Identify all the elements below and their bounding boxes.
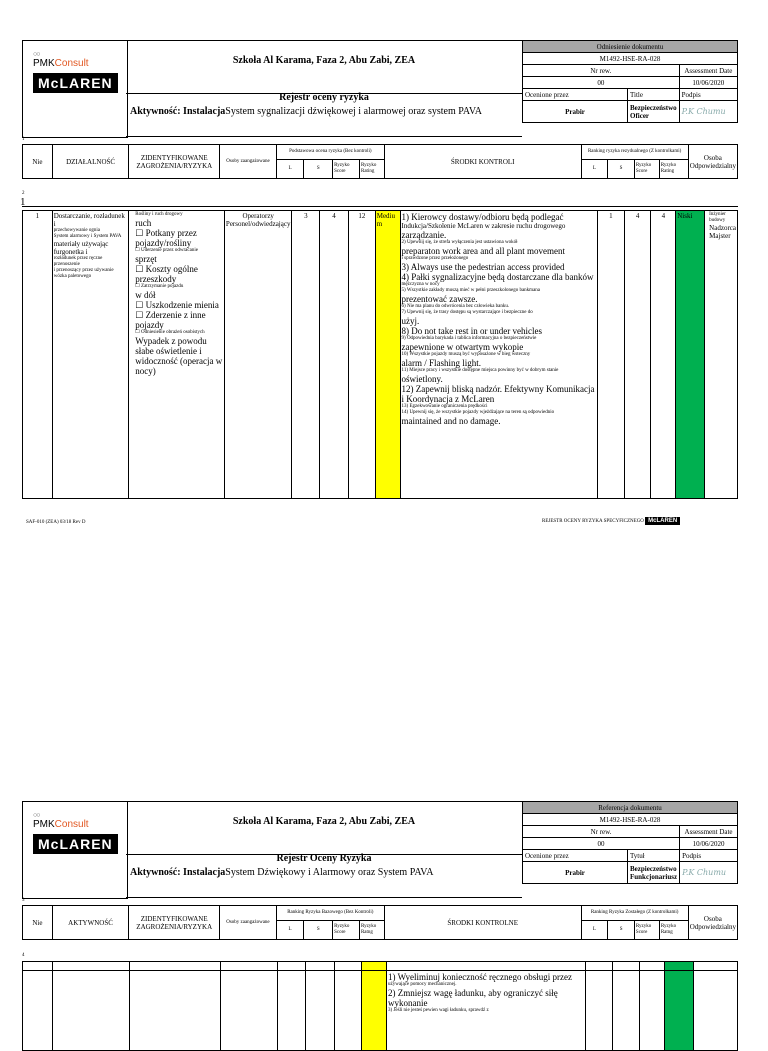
register-title: Rejestr oceny ryzyka [279,92,369,103]
control-item: 4) Pałki sygnalizacyjne będą dostarczane dla banków [401,272,594,282]
row-controls [387,971,586,1051]
project-title: Szkoła Al Karama, Faza 2, Abu Zabi, ZEA [232,816,416,827]
control-item: 3) Always use the pedestrian access provided [401,262,565,272]
row-rl: 1 [597,211,624,499]
hazard-item: Wypadek z powodu słabe oświetlenie i widoczność (operacja w nocy) [135,336,223,376]
control-item: 14) Upewnij się, że wszystkie pojazdy wjeżdżające na teren są odpowiednio [401,410,555,415]
row-number: 1 [22,137,25,142]
row-persons: Operatorzy Personel/odwiedzający [224,211,292,499]
divider [126,897,522,898]
col-base-rank: Podstawowa ocena ryzyka (Bez kontroli) [276,145,384,160]
control-item: 1) Kierowcy dostawy/odbioru będą podlegać [401,212,564,222]
hazard-item: Rośliny i ruch drogowy [135,212,183,217]
responsible-item: Nadzorca [709,224,736,232]
col-l2: L [581,921,608,940]
col-s2: S [608,160,635,179]
control-item: i sprawdzone przez przełożonego [401,256,469,261]
footer-right-text: REJESTR OCENY RYZYKA SPECYFICZNEGO [542,519,644,524]
doc-ref-label: Referencja dokumentu [523,802,738,814]
control-item: mężczyzna w nocy [401,282,440,287]
hazard-item: ☐ Odniesienie obrażeń osobistych [135,330,205,335]
logo-cell [22,801,128,899]
col-l: L [276,160,304,179]
col-activity: AKTYWNOŚĆ [52,906,129,940]
col-s2: S [608,921,635,940]
hazard-item: ☐ Uderzenie przez odwracanie [135,248,198,253]
activity-line-item: Dostarczanie, rozładunek i [53,212,125,228]
rev-value: 00 [523,838,680,850]
column-header-table [22,905,738,940]
title-label: Title [628,89,680,101]
logo-consult-text: Consult [54,58,89,69]
col-l2: L [581,160,608,179]
control-item: Indukcja/Szkolenie McLaren w zakresie ruchu drogowego [401,222,566,230]
col-hazards: ZIDENTYFIKOWANE ZAGROŻENIA/RYZYKA [129,145,220,179]
activity-label: Aktywność: Instalacja [130,106,226,117]
control-item: 7) Upewnij się, że trasy dostępu są wystarczające i bezpieczne do [401,310,533,315]
column-header-table [22,144,738,179]
footer-logo: McLAREN [645,517,680,525]
control-lines [388,972,584,1014]
hazard-item: ☐ Zatrzymanie pojazdu [135,284,184,289]
assessor: Prabir [523,101,628,123]
col-score2: Ryzyko Score [634,921,659,940]
control-item: prezentować zawsze. [401,294,478,304]
register-title: Rejestr Oceny Ryzyka [276,853,372,864]
title-label: Tytuł [628,850,680,862]
pmk-consult-logo [33,819,127,830]
pmk-consult-logo [33,58,127,69]
activity-text: System Dźwiękowy i Alarmowy oraz System PAVA [225,867,434,878]
activity-line-item: i przenoszący przez używanie wózka paletowego [53,268,114,279]
title-cell [126,801,522,855]
rev-value: 00 [523,77,680,89]
control-item: alarm / Flashing light. [401,358,482,368]
row-rrating: Niski [676,211,705,499]
control-item: 5) Wszystkie zakłady muszą mieć w pełni przeszkolonego bankmana [401,288,541,293]
control-item: 1) Wyeliminuj konieczność ręcznego obsługi przez [388,972,572,982]
table-row [23,962,738,971]
responsible-lines [709,212,736,240]
col-rating2: Ryzyko Rating [659,160,688,179]
hazard-item: ☐ Koszty ogólne przeszkody [135,264,198,284]
logo-consult-text: Consult [54,819,89,830]
control-item: 8) Do not take rest in or under vehicles [401,326,542,336]
control-item: oświetlony. [401,374,443,384]
rev-label: Nr rew. [523,826,680,838]
activity-lines [54,212,128,280]
hazard-item: sprzęt [135,254,157,264]
logo-pmk-text: PMK [33,58,55,69]
control-item: 12) Zapewnij bliską nadzór. Efektywny Komunikacja i Koordynacja z McLaren [401,384,595,404]
control-item: używające pomocy mechanicznej. [388,982,457,987]
signature: P.K Chumu [681,106,726,116]
row-responsible [705,211,738,499]
activity-line [130,867,522,878]
hazard-item: ☐ Potkany przez pojazdy/rośliny [135,228,197,248]
col-residual: Ranking Ryzyka Zostałego (Z kontrolkami) [581,906,688,921]
sign-label: Podpis [679,89,737,101]
assessor: Prabir [523,862,628,884]
hazard-item: ☐ Zderzenie z inne pojazdy [135,310,206,330]
control-item: zapewnione w otwartym wykopie [401,342,524,352]
rev-label: Nr rew. [523,65,680,77]
col-person: Osoba Odpowiedzialny [688,145,737,179]
table-row [23,211,738,499]
signature: P.K Chumu [682,867,727,877]
row-l: 3 [292,211,320,499]
row-number: 4 [22,953,25,958]
row-s: 4 [320,211,349,499]
col-no: Nie [23,145,53,179]
doc-ref-label: Odniesienie dokumentu [523,41,738,53]
col-rating: Ryzyko Rating [360,160,385,179]
row-rating: Medium [375,211,400,499]
control-lines [402,212,596,426]
footer-left: SAF-010 (ZEA) 03/18 Rev D [26,520,86,525]
col-base-rank: Ranking Ryzyka Bazowego (Bez Kontroli) [276,906,384,921]
row-score: 12 [348,211,375,499]
logo-cell [22,40,128,138]
col-l: L [276,921,304,940]
hazard-item: ☐ Uszkodzenie mienia [135,300,219,310]
circles-icon: ○○ [33,50,40,58]
row-hazards [129,211,225,499]
role: Bezpieczeństwo Funkcjonariusz [628,862,680,884]
doc-ref: M1492-HSE-RA-028 [523,53,738,65]
doc-info-table [522,40,738,123]
row-rs: 4 [624,211,651,499]
section-number: 1 [20,196,26,208]
control-item: preparaton work area and all plant movement [401,246,565,256]
col-controls: ŚRODKI KONTROLNE [384,906,581,940]
col-persons: Osoby zaangażowane [220,906,277,940]
hazard-lines [135,212,223,376]
control-item: 10) Wszystkie pojazdy muszą być wyposażone w bieg wsteczny [401,352,531,357]
col-s: S [304,921,333,940]
col-no: Nie [23,906,53,940]
col-score2: Ryzyko Score [634,160,659,179]
page-2 [22,801,738,1024]
risk-row-table [22,210,738,499]
mclaren-logo: McLAREN [33,73,118,93]
row-controls [400,211,597,499]
control-item: 2) Zmniejsz wagę ładunku, aby ograniczyć siłę [388,988,558,998]
hazard-item: w dół [135,290,156,300]
title-cell [126,40,522,94]
assess-date-label: Assessment Date [680,826,738,838]
risk-row-table [22,961,738,1051]
row-number: 2 [22,191,25,196]
sign-label: Podpis [680,850,738,862]
role: Bezpieczeństwo Oficer [628,101,680,123]
activity-line-item: System alarmowy i System PAVA [53,234,122,239]
doc-ref: M1492-HSE-RA-028 [523,814,738,826]
control-item: 11) Miejsce pracy i wszystkie dostępne miejsca powinny być w dobrym stanie [401,368,559,373]
activity-text: System sygnalizacji dźwiękowej i alarmowej oraz system PAVA [225,106,482,117]
page-1 [20,40,738,525]
assess-date: 10/06/2020 [679,77,737,89]
control-item: 6) Nie ma planu do odwrócenia bez człowieka banku. [401,304,510,309]
assessed-by-label: Ocenione przez [523,850,628,862]
row-activity [52,211,129,499]
activity-line-item: rozładunek przez ręczne przenoszenie [53,256,103,267]
activity-label: Aktywność: Instalacja [130,867,226,878]
control-item: wykonanie [388,998,428,1008]
col-residual: Ranking ryzyka rezydualnego (Z kontrolkami) [581,145,688,160]
responsible-item: Inżynier budowy [709,212,726,223]
col-score: Ryzyko Score [333,160,360,179]
col-persons: Osoby zaangażowane [220,145,277,179]
col-rating: Ryzyko Ratng [359,921,384,940]
responsible-item: Majster [709,232,731,240]
circles-icon: ○○ [33,811,40,819]
row-no: 1 [23,211,53,499]
col-score: Ryzyko Score [333,921,360,940]
col-hazards: ZIDENTYFIKOWANE ZAGROŻENIA/RYZYKA [129,906,220,940]
activity-line-item: materiały używając furgonetka i [53,240,109,256]
activity-line-item: przechowywanie ognia [53,228,100,233]
assess-date: 10/06/2020 [680,838,738,850]
doc-info-table [522,801,738,884]
mclaren-logo: McLAREN [33,834,118,854]
activity-line [130,106,522,117]
row-rscore: 4 [651,211,676,499]
control-item: użyj. [401,316,420,326]
col-rating2: Ryzyko Ratng [659,921,688,940]
table-row [23,971,738,1051]
assess-date-label: Assessment Date [679,65,737,77]
control-item: 13) Egzekwowanie ograniczenia prędkości [401,404,488,409]
col-controls: ŚRODKI KONTROLI [384,145,581,179]
control-item: 2) Upewnij się, że strefa wyłączenia jest ustawiona wokół [401,240,518,245]
control-item: 9) Odpowiednia barykada i tablica informacyjna o bezpieczeństwie [401,336,537,341]
row-number: 3 [22,898,25,903]
divider [22,206,738,207]
col-activity: DZIAŁALNOŚĆ [52,145,129,179]
divider [126,136,522,137]
footer-right [542,518,680,524]
project-title: Szkoła Al Karama, Faza 2, Abu Zabi, ZEA [232,55,416,66]
col-person: Osoba Odpowiedzialny [688,906,737,940]
control-item: 3) Jeśli nie jesteś pewien wagi ładunku, sprawdź z [388,1008,489,1013]
hazard-item: ruch [135,218,152,228]
assessed-by-label: Ocenione przez [523,89,628,101]
control-item: zarządzanie. [401,230,447,240]
col-s: S [304,160,333,179]
logo-pmk-text: PMK [33,819,55,830]
control-item: maintained and no damage. [401,416,501,426]
